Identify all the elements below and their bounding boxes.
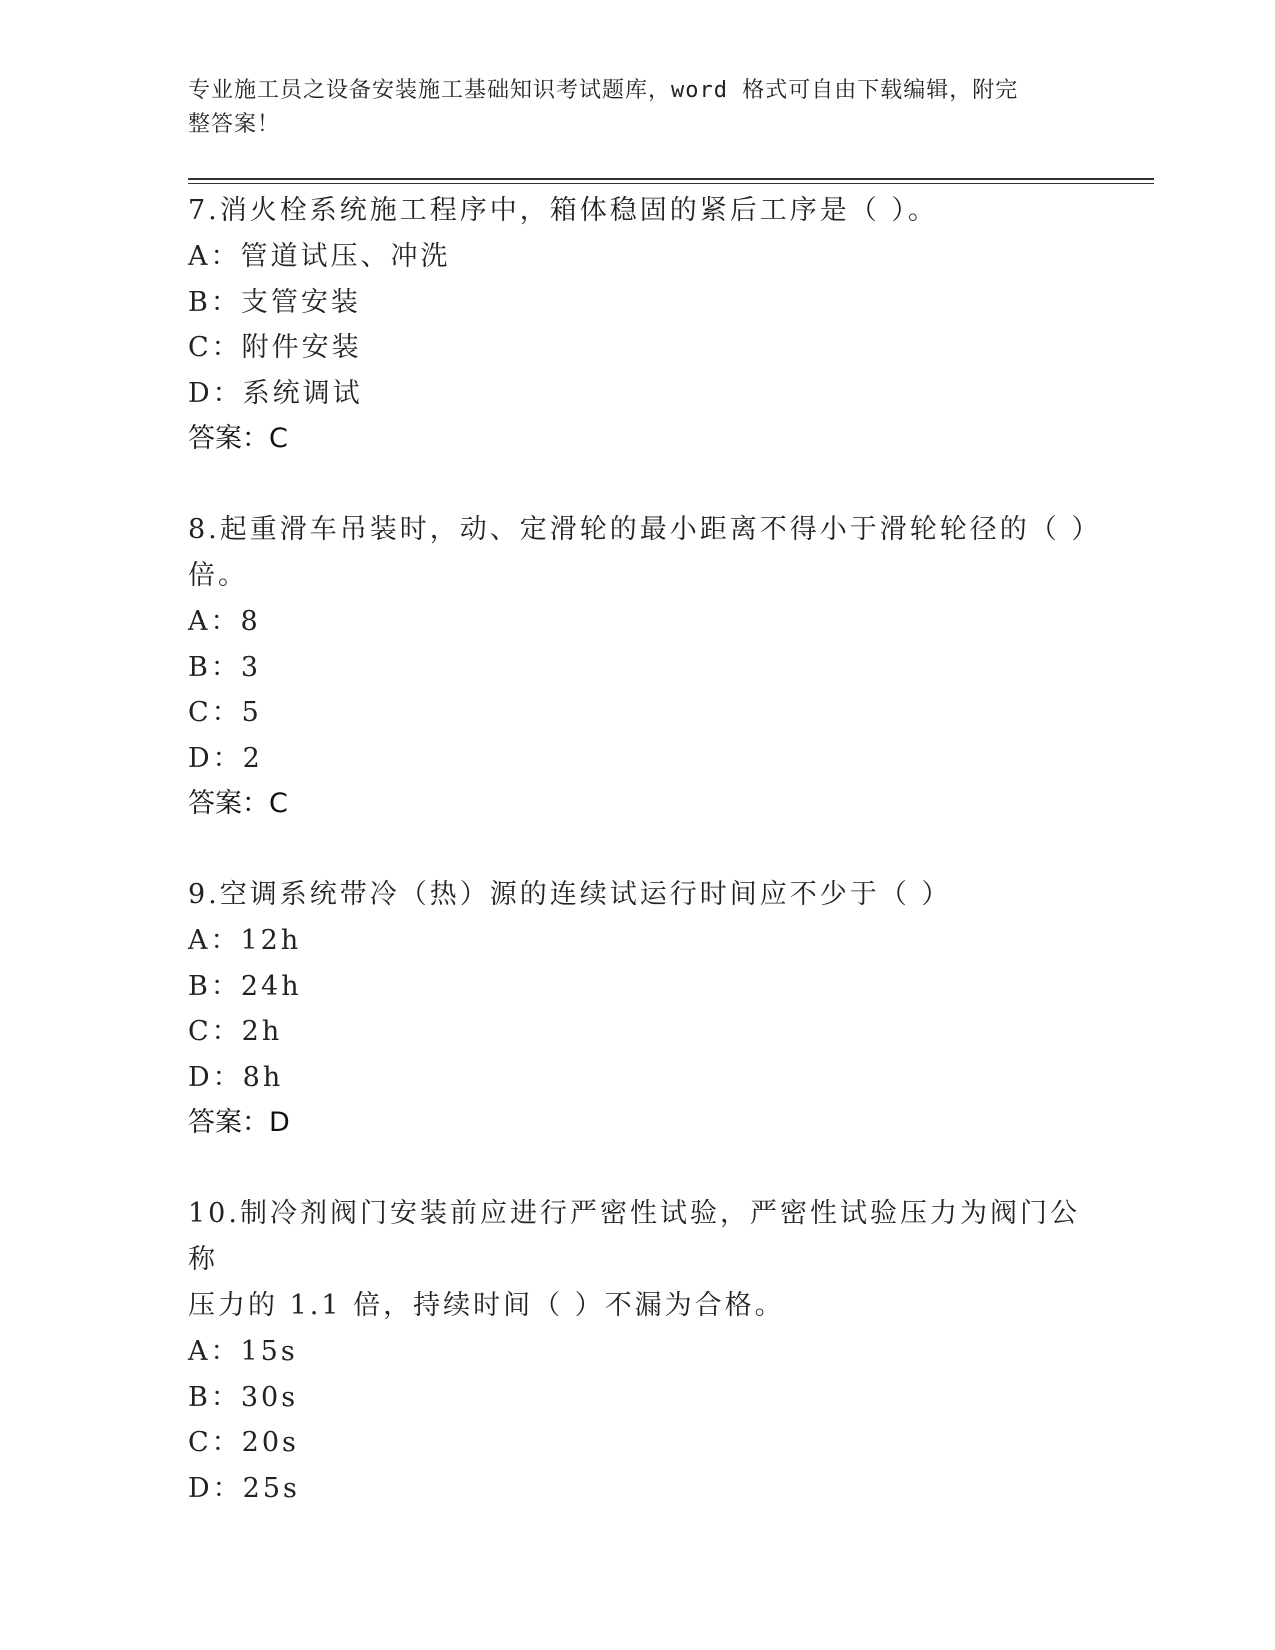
answer-label: 答案：C — [188, 423, 288, 454]
option-a: A：8 — [188, 606, 261, 637]
option-a: A：12h — [188, 925, 302, 956]
answer-label: 答案：D — [188, 1107, 290, 1138]
option-b: B：30s — [188, 1381, 299, 1413]
header-line-1: 专业施工员之设备安装施工基础知识考试题库，word 格式可自由下载编辑，附完 — [188, 78, 1019, 103]
question-9 — [188, 872, 1088, 1146]
option-d: D：系统调试 — [188, 377, 363, 409]
option-a: A：管道试压、冲洗 — [188, 241, 451, 272]
question-stem-line-1: 8.起重滑车吊装时，动、定滑轮的最小距离不得小于滑轮轮径的（ ） — [188, 514, 1102, 545]
question-list — [188, 188, 1102, 1556]
header-divider-thick — [188, 178, 1154, 180]
answer-label: 答案：C — [188, 788, 288, 819]
question-8 — [188, 507, 1102, 827]
option-b: B：24h — [188, 970, 302, 1002]
question-stem: 9.空调系统带冷（热）源的连续试运行时间应不少于（ ） — [188, 879, 952, 910]
question-10 — [188, 1191, 1088, 1511]
option-b: B：3 — [188, 651, 262, 683]
question-stem-line-1: 10.制冷剂阀门安装前应进行严密性试验，严密性试验压力为阀门公称 — [188, 1198, 1080, 1275]
option-d: D：25s — [188, 1472, 300, 1504]
question-stem-line-2: 压力的 1.1 倍，持续时间（ ）不漏为合格。 — [188, 1290, 785, 1321]
option-c: C：附件安装 — [188, 332, 362, 363]
option-c: C：2h — [188, 1016, 283, 1047]
option-c: C：5 — [188, 697, 262, 728]
question-stem-line-2: 倍。 — [188, 560, 248, 591]
question-7 — [188, 188, 1088, 462]
option-a: A：15s — [188, 1336, 298, 1367]
option-d: D：2 — [188, 742, 263, 774]
option-c: C：20s — [188, 1427, 299, 1458]
header-divider-thin — [188, 183, 1154, 184]
option-b: B：支管安装 — [188, 286, 361, 318]
document-header — [188, 74, 1068, 142]
option-d: D：8h — [188, 1061, 284, 1093]
header-line-2: 整答案！ — [188, 112, 281, 137]
question-stem: 7.消火栓系统施工程序中，箱体稳固的紧后工序是（ ）。 — [188, 195, 938, 226]
